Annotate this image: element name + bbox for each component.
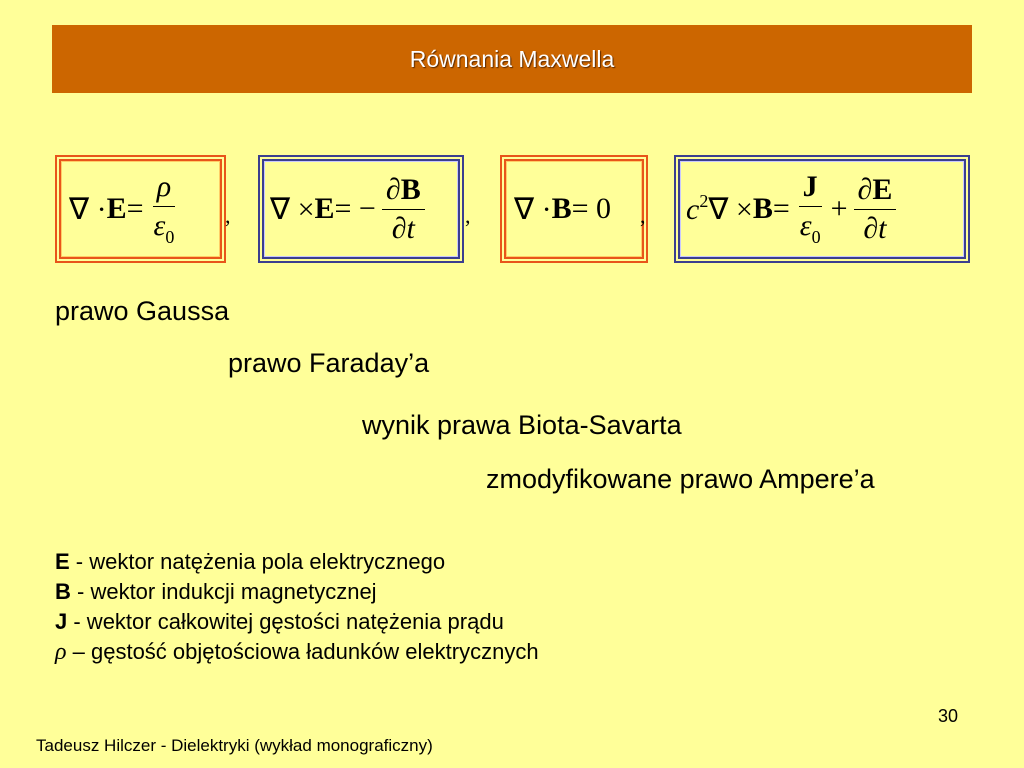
equation-gauss-box <box>55 155 226 263</box>
fraction-numerator: ∂B <box>382 175 425 210</box>
legend-symbol: J <box>55 609 68 634</box>
equation-ampere-box <box>674 155 970 263</box>
comma-separator: , <box>225 203 231 228</box>
fraction-dE-dt <box>854 172 897 245</box>
fraction-denominator: ∂t <box>863 211 887 245</box>
comma-separator: , <box>465 203 471 228</box>
title-bar <box>52 25 972 93</box>
equals-minus-sign: = − <box>334 192 376 225</box>
fraction-denominator: $\varepsilon_0$ <box>799 209 821 247</box>
legend-text: - wektor natężenia pola elektrycznego <box>69 549 446 574</box>
equals-sign: = <box>772 192 790 225</box>
law-ampere-label: zmodyfikowane prawo Ampere’a <box>486 464 875 494</box>
fraction-numerator: ρ <box>153 172 175 207</box>
speed-of-light-squared: $c^2$ <box>686 191 709 226</box>
equation-faraday-box <box>258 155 464 263</box>
legend-row-rho <box>55 637 539 667</box>
field-symbol-b: B <box>752 192 773 225</box>
nabla-dot-operator: ∇ · <box>69 192 107 226</box>
field-symbol-b: B <box>551 192 572 225</box>
fraction-j-epsilon <box>796 172 825 246</box>
footer-text: Tadeusz Hilczer - Dielektryki (wykład monograficzny) <box>36 736 433 755</box>
fraction-rho-epsilon <box>150 172 179 246</box>
legend-symbol: ρ <box>55 639 67 665</box>
comma-separator: , <box>640 203 646 228</box>
legend-row-j <box>55 607 539 637</box>
legend-symbol: E <box>55 549 70 574</box>
law-faraday-label: prawo Faraday’a <box>228 348 430 378</box>
legend-text: - wektor całkowitej gęstości natężenia prądu <box>67 609 504 634</box>
slide-title: Równania Maxwella <box>409 45 615 72</box>
fraction-dB-dt <box>382 172 425 245</box>
page-number: 30 <box>938 706 959 726</box>
fraction-numerator: ∂E <box>854 175 897 210</box>
legend-symbol: B <box>55 579 71 604</box>
law-biot-savart-label: wynik prawa Biota-Savarta <box>362 410 682 440</box>
equals-sign: = <box>126 192 144 225</box>
equals-zero: = 0 <box>571 192 611 225</box>
fraction-denominator: $\varepsilon_0$ <box>153 209 175 247</box>
nabla-cross-operator: ∇ × <box>708 192 753 226</box>
plus-sign: + <box>830 192 848 225</box>
nabla-cross-operator: ∇ × <box>270 192 315 226</box>
legend-row-b <box>55 577 539 607</box>
law-gauss-label: prawo Gaussa <box>55 296 230 326</box>
equation-div-b-box <box>500 155 648 263</box>
legend-text: - wektor indukcji magnetycznej <box>70 579 377 604</box>
fraction-numerator: J <box>799 172 822 207</box>
fraction-denominator: ∂t <box>391 211 415 245</box>
legend-row-e <box>55 547 539 577</box>
field-symbol-e: E <box>314 192 335 225</box>
nabla-dot-operator: ∇ · <box>514 192 552 226</box>
symbol-legend <box>55 547 539 667</box>
legend-text: – gęstość objętościowa ładunków elektrycznych <box>66 639 539 664</box>
field-symbol-e: E <box>106 192 127 225</box>
